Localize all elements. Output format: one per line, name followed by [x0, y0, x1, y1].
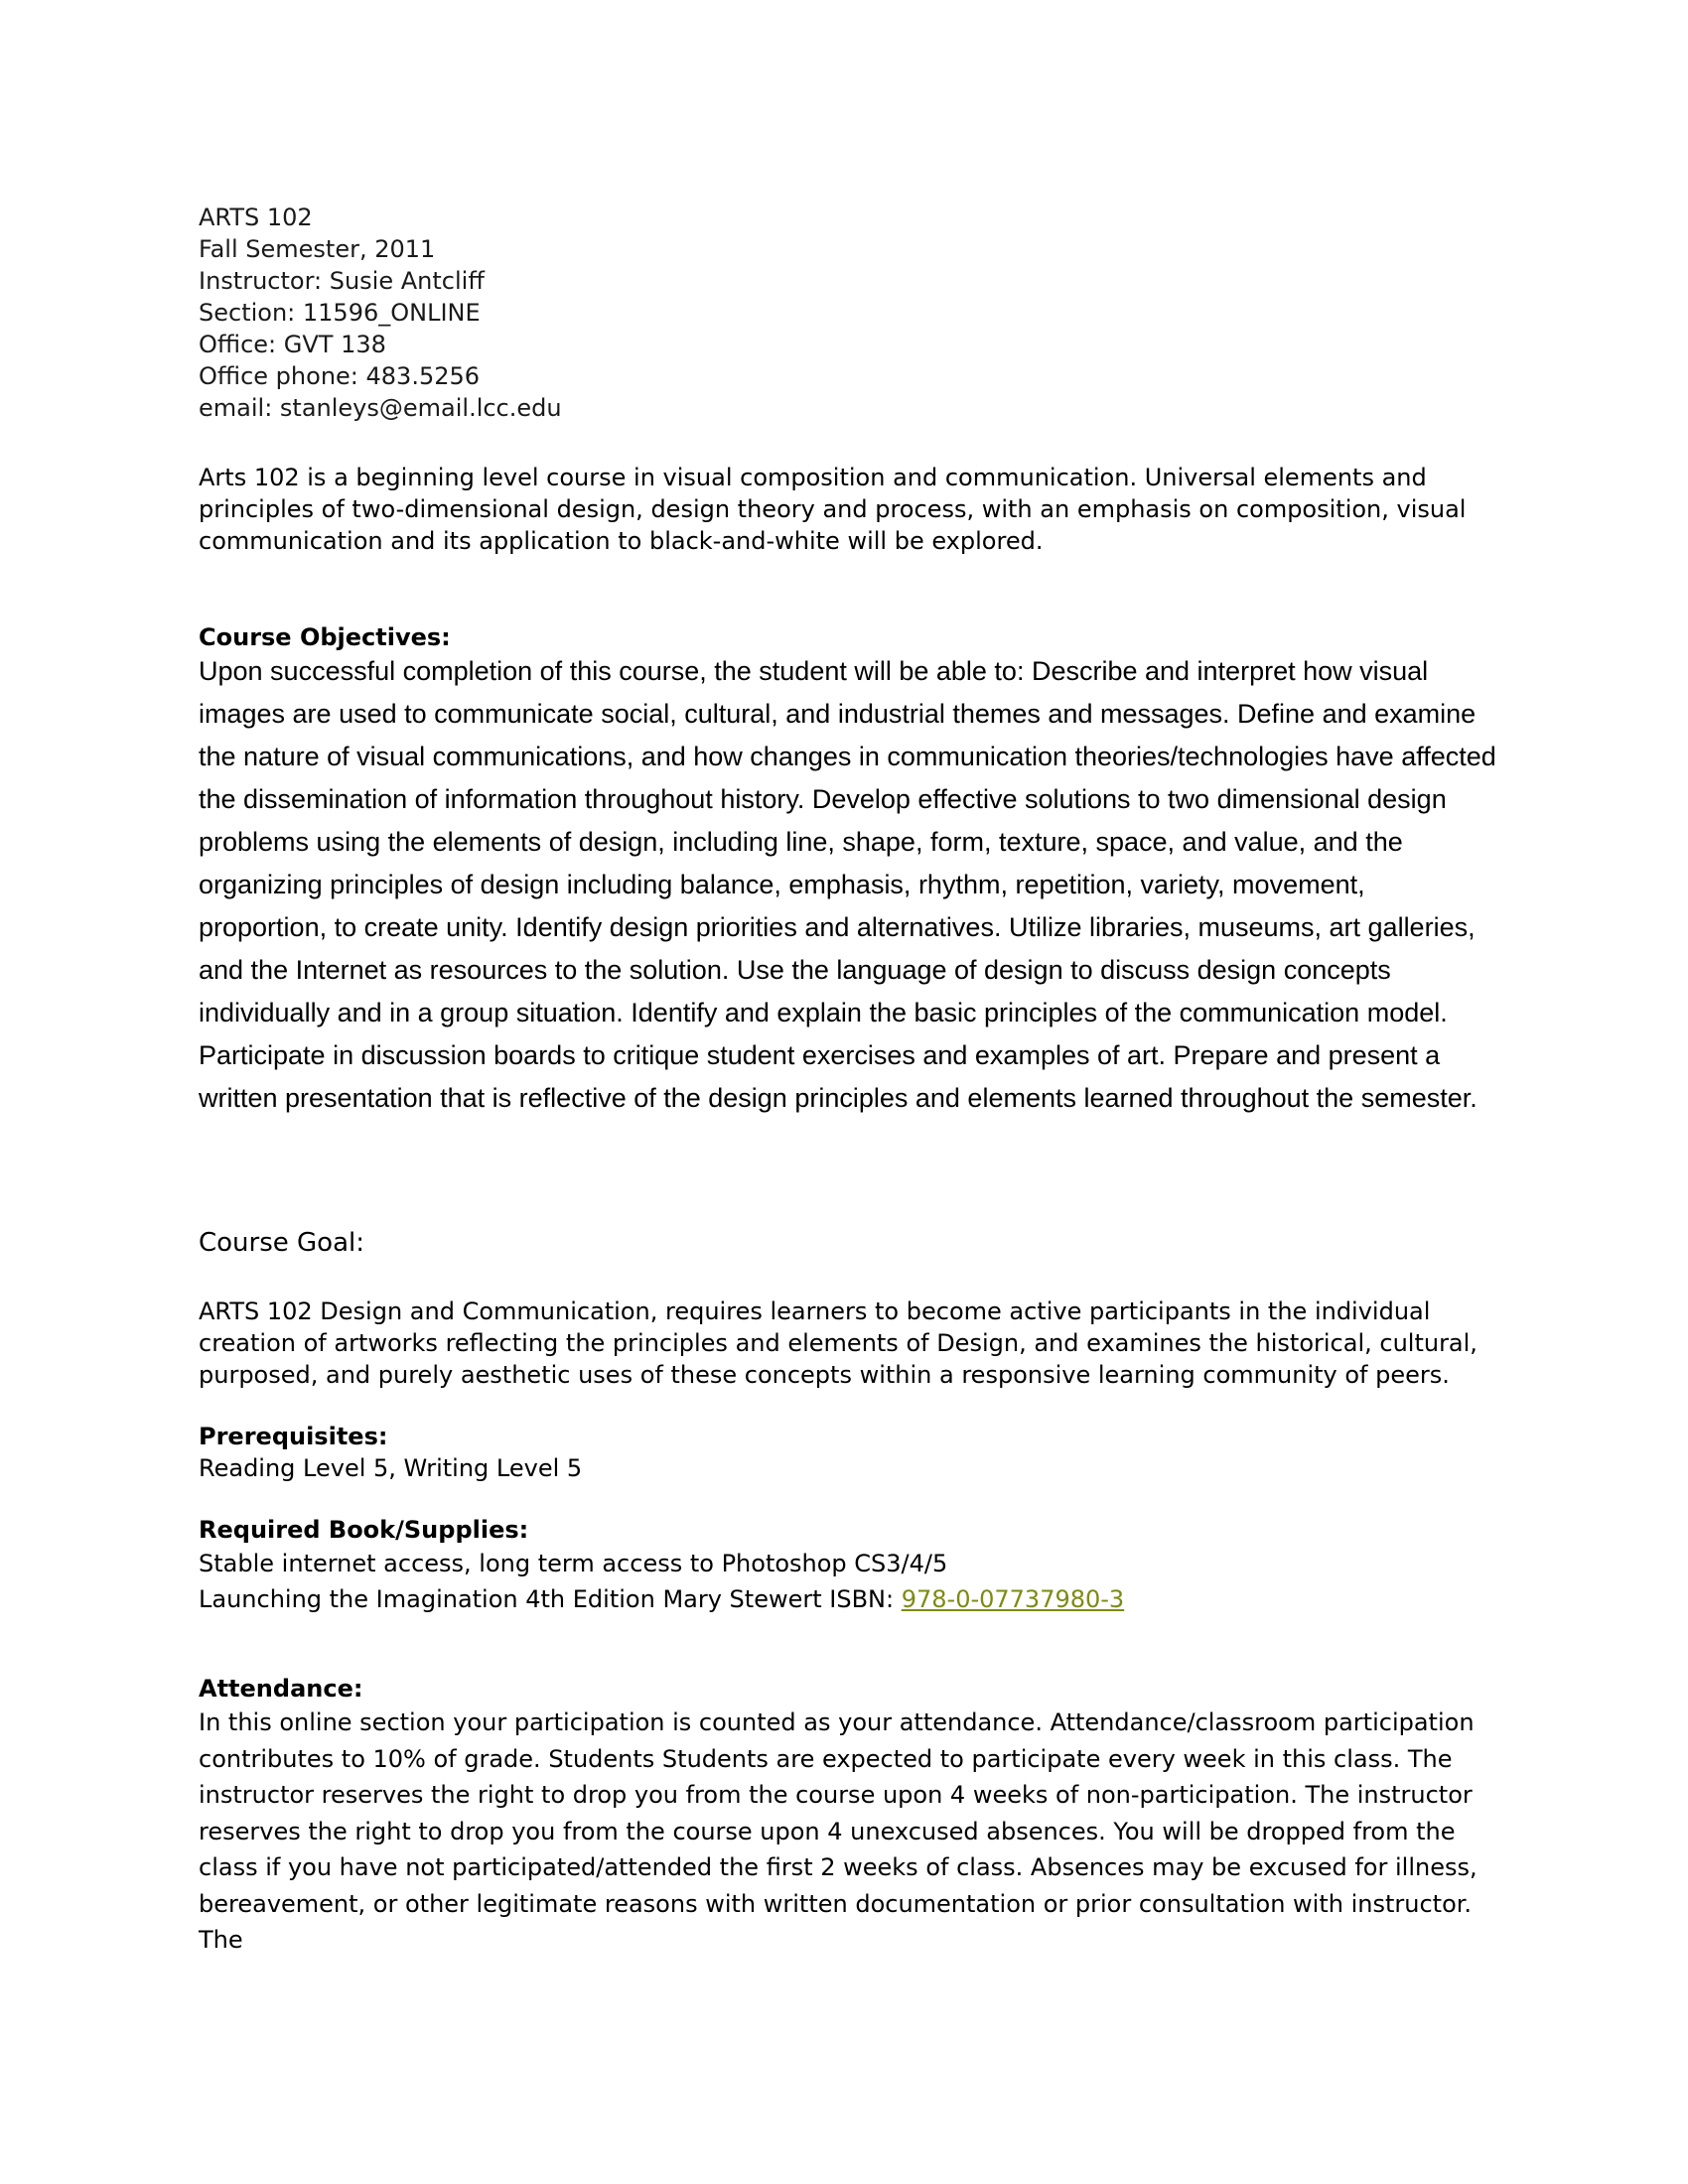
supplies-line-1: Stable internet access, long term access to Photoshop CS3/4/5 — [199, 1550, 948, 1577]
section: Section: 11596_ONLINE — [199, 299, 481, 327]
objectives-text: Upon successful completion of this course, the student will be able to: Describe and interpret how visual images are used to communicate social, cultural, and industrial themes and messages. Define and examine the nature of visual communications, and how changes in communication theories/technologies have affected the dissemination of information throughout history. Develop effective solutions to two dimensional design problems using the elements of design, including line, shape, form, texture, space, and value, and the organizing principles of design including balance, emphasis, rhythm, repetition, variety, movement, proportion, to create unity. Identify design priorities and alternatives. Utilize libraries, museums, art galleries, and the Internet as resources to the solution. Use the language of design to discuss design concepts individually and in a group situation. Identify and explain the basic principles of the communication model. Participate in discussion boards to critique student exercises and examples of art. Prepare and present a written presentation that is reflective of the design principles and elements learned throughout the semester. — [199, 656, 1496, 1113]
document-page — [199, 202, 1499, 1959]
office-phone: Office phone: 483.5256 — [199, 362, 481, 390]
book-title: Launching the Imagination 4th Edition Mary Stewert ISBN: — [199, 1585, 902, 1613]
instructor: Instructor: Susie Antcliff — [199, 267, 485, 295]
supplies-line-2 — [199, 1581, 1499, 1617]
semester: Fall Semester, 2011 — [199, 235, 436, 263]
course-description: Arts 102 is a beginning level course in visual composition and communication. Universal elements and principles of two-dimensional design, design theory and process, with an emphasis on composition, visual communication and its application to black-and-white will be explored. — [199, 464, 1467, 555]
supplies-heading: Required Book/Supplies: — [199, 1516, 529, 1544]
prerequisites-text: Reading Level 5, Writing Level 5 — [199, 1454, 583, 1482]
course-header — [199, 202, 1499, 424]
email: email: stanleys@email.lcc.edu — [199, 394, 562, 422]
goal-text: ARTS 102 Design and Communication, requires learners to become active participants in the individual creation of artworks reflecting the principles and elements of Design, and examines the historical, cultural, purposed, and purely aesthetic uses of these concepts within a responsive learning community of peers. — [199, 1297, 1477, 1389]
course-code: ARTS 102 — [199, 204, 313, 231]
goal-heading: Course Goal: — [199, 1228, 365, 1258]
office: Office: GVT 138 — [199, 331, 386, 358]
attendance-heading: Attendance: — [199, 1675, 363, 1703]
prerequisites-heading: Prerequisites: — [199, 1423, 388, 1450]
isbn-link[interactable]: 978-0-07737980-3 — [901, 1585, 1125, 1613]
attendance-text: In this online section your participation is counted as your attendance. Attendance/classroom participation contributes to 10% of grade. Students Students are expected to participate every week in this class. The instructor reserves the right to drop you from the course upon 4 weeks of non-participation. The instructor reserves the right to drop you from the course upon 4 unexcused absences. You will be dropped from the class if you have not participated/attended the first 2 weeks of class. Absences may be excused for illness, bereavement, or other legitimate reasons with written documentation or prior consultation with instructor. The — [199, 1708, 1477, 1954]
objectives-heading: Course Objectives: — [199, 623, 451, 651]
